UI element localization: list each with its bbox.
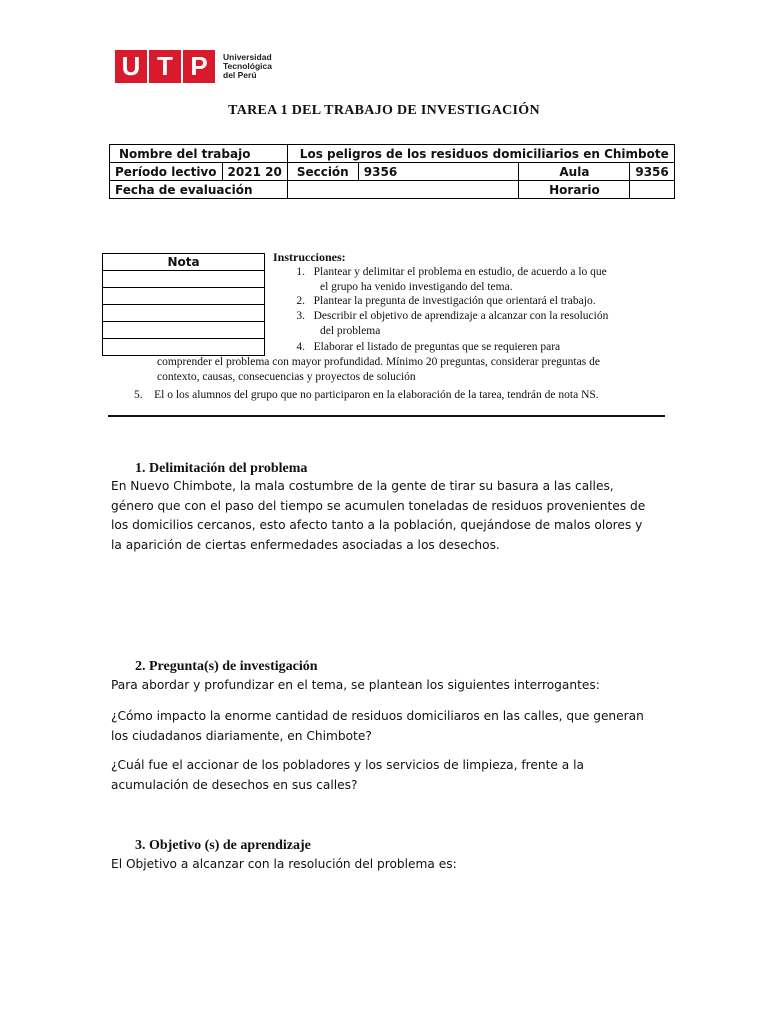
nota-cell[interactable] xyxy=(103,322,265,339)
nota-table xyxy=(102,253,265,356)
section2-question-2: ¿Cuál fue el accionar de los pobladores y los servicios de limpieza, frente a la acumulación de desechos en sus calles? xyxy=(111,758,584,792)
instruction-item-1: 1. Plantear y delimitar el problema en estudio, de acuerdo a lo que el grupo ha venido investigando del tema. xyxy=(296,266,607,293)
page-title: TAREA 1 DEL TRABAJO DE INVESTIGACIÓN xyxy=(228,103,540,118)
section3-heading: 3. Objetivo (s) de aprendizaje xyxy=(135,838,311,853)
section2-heading: 2. Pregunta(s) de investigación xyxy=(135,659,318,674)
section3-body: El Objetivo a alcanzar con la resolución del problema es: xyxy=(111,857,457,871)
section1-heading: 1. Delimitación del problema xyxy=(135,461,308,476)
instruction-item-4-cont: comprender el problema con mayor profundidad. Mínimo 20 preguntas, considerar preguntas de contexto, causas, consecuencias y proyectos de solución xyxy=(157,356,600,383)
header-table xyxy=(109,144,675,199)
instruction-item-4: 4. Elaborar el listado de preguntas que se requieren para xyxy=(296,341,561,353)
fecha-label: Fecha de evaluación xyxy=(110,181,288,199)
fecha-value[interactable] xyxy=(287,181,519,199)
nombre-label: Nombre del trabajo xyxy=(110,145,288,163)
aula-label: Aula xyxy=(519,163,630,181)
nota-cell[interactable] xyxy=(103,339,265,356)
instruction-item-2: 2. Plantear la pregunta de investigación que orientará el trabajo. xyxy=(296,295,596,307)
logo-letter-t: T xyxy=(149,50,181,83)
nombre-value: Los peligros de los residuos domiciliarios en Chimbote xyxy=(287,145,674,163)
aula-value: 9356 xyxy=(630,163,674,181)
horario-label: Horario xyxy=(519,181,630,199)
nota-header: Nota xyxy=(103,254,265,271)
section2-intro: Para abordar y profundizar en el tema, se plantean los siguientes interrogantes: xyxy=(111,678,600,692)
nota-cell[interactable] xyxy=(103,305,265,322)
logo-letter-p: P xyxy=(183,50,215,83)
periodo-label: Período lectivo xyxy=(110,163,223,181)
section2-question-1: ¿Cómo impacto la enorme cantidad de residuos domiciliaros en las calles, que generan los ciudadanos diariamente, en Chimbote? xyxy=(111,709,644,743)
seccion-value: 9356 xyxy=(358,163,519,181)
nota-cell[interactable] xyxy=(103,271,265,288)
utp-logo xyxy=(115,50,272,83)
section1-body: En Nuevo Chimbote, la mala costumbre de la gente de tirar su basura a las calles, género que con el paso del tiempo se acumulen toneladas de residuos provenientes de los domicilios cercanos, esto afecto tanto a la población, quejándose de malos olores y la aparición de ciertas enfermedades asociadas a los desechos. xyxy=(111,479,646,552)
divider xyxy=(108,415,665,417)
instructions-title: Instrucciones: xyxy=(273,250,346,264)
instruction-item-5: 5. El o los alumnos del grupo que no participaron en la elaboración de la tarea, tendrán de nota NS. xyxy=(134,389,599,401)
logo-letter-u: U xyxy=(115,50,147,83)
seccion-label: Sección xyxy=(287,163,358,181)
nota-cell[interactable] xyxy=(103,288,265,305)
horario-value[interactable] xyxy=(630,181,674,199)
periodo-value: 2021 20 xyxy=(222,163,287,181)
instruction-item-3: 3. Describir el objetivo de aprendizaje a alcanzar con la resolución del problema xyxy=(296,310,609,337)
logo-university-name: Universidad Tecnológica del Perú xyxy=(223,52,272,80)
